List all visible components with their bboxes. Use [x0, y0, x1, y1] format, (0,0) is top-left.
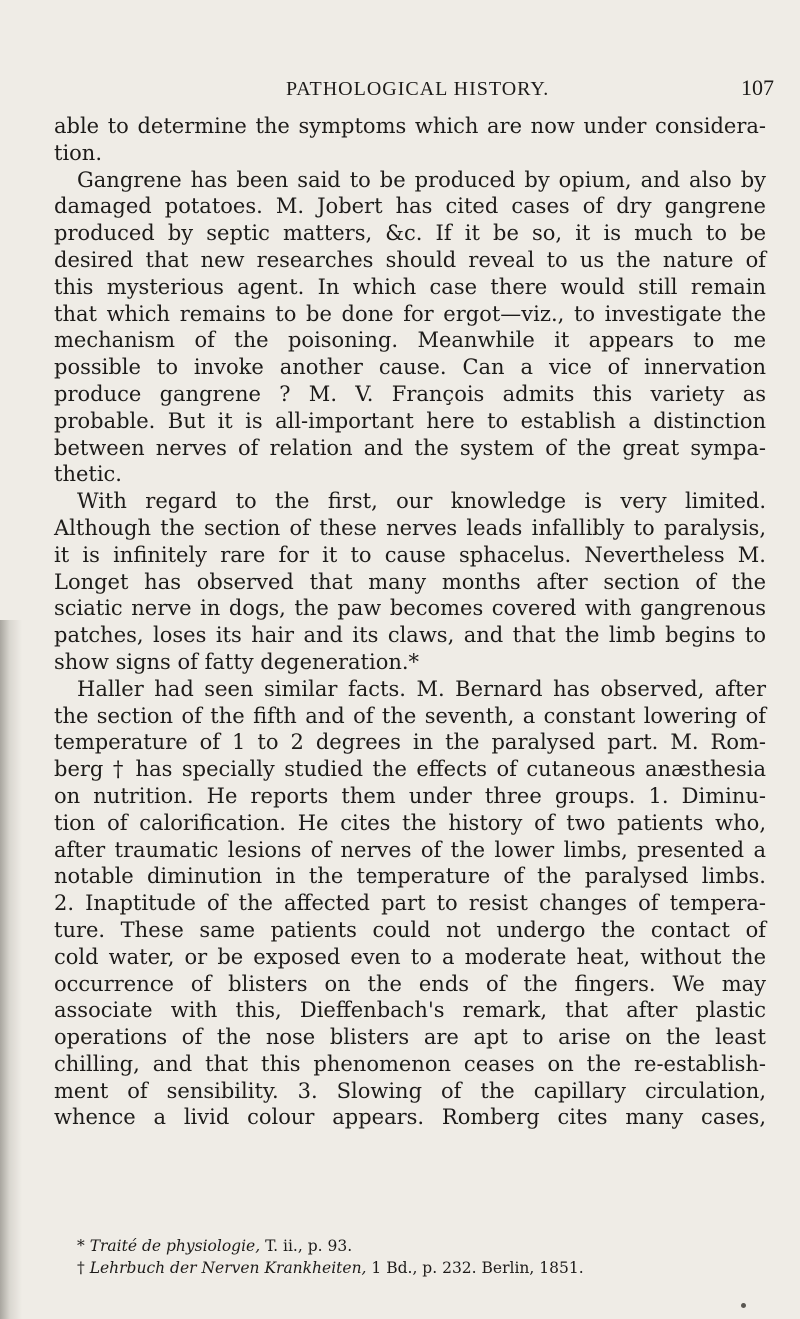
page-edge-shadow — [0, 620, 22, 1319]
text-line: Longet has observed that many months after section of the — [54, 569, 766, 594]
text-line: Gangrene has been said to be produced by opium, and also by — [77, 167, 766, 192]
footnote-reference: 1 Bd., p. 232. Berlin, 1851. — [366, 1259, 584, 1277]
text-line: Haller had seen similar facts. M. Bernard has observed, after — [77, 676, 766, 701]
paragraph — [54, 488, 766, 676]
text-line: associate with this, Dieffenbach's remark, that after plastic — [54, 998, 766, 1023]
footnote-reference: T. ii., p. 93. — [260, 1237, 353, 1255]
text-line: patches, loses its hair and its claws, and that the limb begins to — [54, 623, 766, 648]
text-line: able to determine the symptoms which are now under considera- — [54, 114, 766, 138]
text-line: With regard to the first, our knowledge is very limited. — [77, 489, 766, 514]
text-line: that which remains to be done for ergot—viz., to investigate the — [54, 301, 766, 326]
text-line: ture. These same patients could not undergo the contact of — [54, 917, 766, 942]
text-line: probable. But it is all-important here to establish a distinction — [54, 408, 766, 433]
text-line: tion of calorification. He cites the history of two patients who, — [54, 810, 766, 835]
text-line: ment of sensibility. 3. Slowing of the capillary circulation, — [54, 1078, 766, 1103]
text-line: mechanism of the poisoning. Meanwhile it appears to me — [54, 328, 766, 353]
text-line: produce gangrene ? M. V. François admits this variety as — [54, 381, 766, 406]
paragraph — [54, 676, 766, 1132]
text-line: the section of the fifth and of the seventh, a constant lowering of — [54, 703, 766, 728]
footnote-mark: † — [77, 1259, 85, 1277]
text-line: temperature of 1 to 2 degrees in the paralysed part. M. Rom- — [54, 730, 766, 755]
footnote — [54, 1257, 766, 1279]
footnote-title: Traité de physiologie, — [89, 1237, 261, 1255]
text-line: thetic. — [54, 462, 122, 487]
text-line: this mysterious agent. In which case there would still remain — [54, 274, 766, 299]
text-line: berg † has specially studied the effects of cutaneous anæsthesia — [54, 757, 766, 782]
footnote-mark: * — [77, 1237, 85, 1255]
page-header — [0, 75, 800, 108]
text-line: on nutrition. He reports them under three groups. 1. Diminu- — [54, 783, 766, 808]
print-speck — [741, 1303, 746, 1308]
text-line: sciatic nerve in dogs, the paw becomes covered with gangrenous — [54, 596, 766, 621]
text-line: tion. — [54, 140, 102, 165]
paragraph — [54, 167, 766, 489]
running-head: PATHOLOGICAL HISTORY. — [286, 78, 550, 100]
footnote — [54, 1235, 766, 1257]
text-line: possible to invoke another cause. Can a vice of innervation — [54, 355, 766, 380]
footnotes — [54, 1235, 766, 1279]
text-line: between nerves of relation and the system of the great sympa- — [54, 435, 766, 460]
text-line: operations of the nose blisters are apt to arise on the least — [54, 1025, 766, 1050]
footnote-title: Lehrbuch der Nerven Krankheiten, — [89, 1259, 367, 1277]
text-line: show signs of fatty degeneration.* — [54, 649, 420, 674]
text-line: chilling, and that this phenomenon ceases on the re-establish- — [54, 1051, 766, 1076]
text-line: produced by septic matters, &c. If it be so, it is much to be — [54, 221, 766, 246]
text-line: desired that new researches should reveal to us the nature of — [54, 247, 766, 272]
paragraph — [54, 113, 766, 167]
text-line: whence a livid colour appears. Romberg cites many cases, — [54, 1105, 766, 1130]
text-line: damaged potatoes. M. Jobert has cited cases of dry gangrene — [54, 194, 766, 219]
text-line: after traumatic lesions of nerves of the lower limbs, presented a — [54, 837, 766, 862]
text-line: notable diminution in the temperature of the paralysed limbs. — [54, 864, 766, 889]
page-number: 107 — [741, 75, 774, 100]
text-line: Although the section of these nerves leads infallibly to paralysis, — [54, 515, 766, 540]
body-text — [54, 113, 766, 1131]
text-line: it is infinitely rare for it to cause sphacelus. Nevertheless M. — [54, 542, 766, 567]
text-line: cold water, or be exposed even to a moderate heat, without the — [54, 944, 766, 969]
text-line: occurrence of blisters on the ends of the fingers. We may — [54, 971, 766, 996]
text-line: 2. Inaptitude of the affected part to resist changes of tempera- — [54, 891, 766, 916]
